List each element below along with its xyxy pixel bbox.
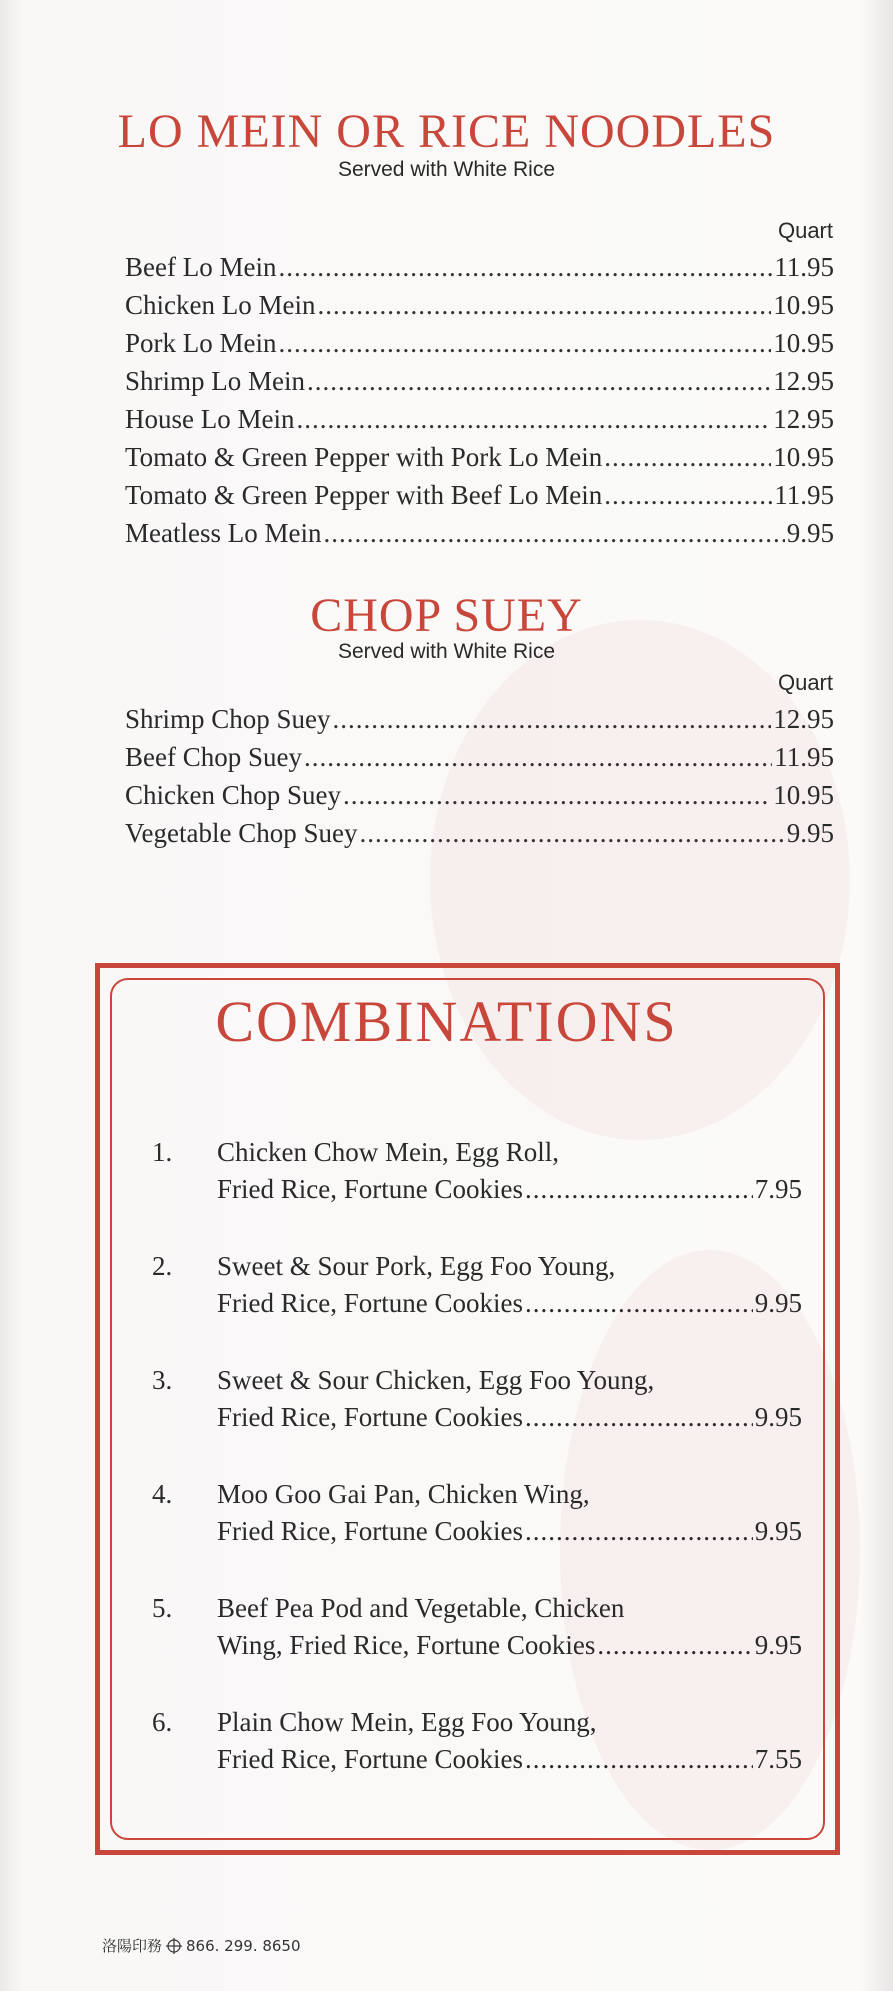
menu-item-price: 11.95 (774, 480, 834, 510)
combination-line-1: Chicken Chow Mein, Egg Roll, (217, 1137, 559, 1167)
combination-price: 9.95 (754, 1402, 802, 1432)
combination-number: 1. (152, 1137, 173, 1167)
menu-item-name: Meatless Lo Mein (125, 518, 322, 548)
leader-dots (343, 780, 771, 811)
menu-item-name: Chicken Chop Suey (125, 780, 341, 810)
combination-line-2-row (217, 1627, 802, 1664)
menu-item-name: Beef Chop Suey (125, 742, 302, 772)
combination-line-2: Fried Rice, Fortune Cookies (217, 1402, 523, 1432)
menu-item (125, 290, 834, 326)
menu-item-name: Vegetable Chop Suey (125, 818, 358, 848)
combination-line-1: Beef Pea Pod and Vegetable, Chicken (217, 1593, 625, 1623)
combination-price: 7.55 (754, 1744, 802, 1774)
menu-item-price: 11.95 (774, 252, 834, 282)
combination-line-1: Sweet & Sour Chicken, Egg Foo Young, (217, 1365, 655, 1395)
lo-mein-title: LO MEIN OR RICE NOODLES (117, 105, 776, 158)
chop-suey-title: CHOP SUEY (310, 589, 583, 642)
menu-item (125, 818, 834, 854)
menu-item-name: Chicken Lo Mein (125, 290, 316, 320)
combination-line-1: Sweet & Sour Pork, Egg Foo Young, (217, 1251, 616, 1281)
menu-item-price: 10.95 (773, 328, 834, 358)
leader-dots (525, 1399, 753, 1436)
combination-price: 9.95 (754, 1630, 802, 1660)
menu-item-price: 12.95 (773, 404, 834, 434)
menu-item-name: Pork Lo Mein (125, 328, 277, 358)
combinations-title: COMBINATIONS (215, 989, 678, 1054)
lo-mein-size-header: Quart (777, 218, 833, 243)
menu-item-price: 9.95 (786, 818, 834, 848)
combination-line-1: Plain Chow Mein, Egg Foo Young, (217, 1707, 597, 1737)
leader-dots (359, 818, 784, 849)
combination-line-2: Fried Rice, Fortune Cookies (217, 1174, 523, 1204)
combination-line-2-row (217, 1171, 802, 1208)
menu-item-name: Tomato & Green Pepper with Pork Lo Mein (125, 442, 603, 472)
menu-item-name: Beef Lo Mein (125, 252, 277, 282)
chop-suey-size-header: Quart (777, 670, 833, 695)
combination-price: 7.95 (754, 1174, 802, 1204)
combination-number: 3. (152, 1365, 173, 1395)
combination-line-2-row (217, 1741, 802, 1778)
combination-line-2-row (217, 1513, 802, 1550)
leader-dots (525, 1741, 753, 1778)
leader-dots (525, 1513, 753, 1550)
combination-line-2: Wing, Fried Rice, Fortune Cookies (217, 1630, 596, 1660)
leader-dots (278, 252, 772, 283)
leader-dots (604, 442, 771, 473)
leader-dots (333, 704, 772, 735)
leader-dots (317, 290, 771, 321)
combination-line-2: Fried Rice, Fortune Cookies (217, 1744, 523, 1774)
leader-dots (597, 1627, 752, 1664)
menu-item-price: 9.95 (786, 518, 834, 548)
menu-item (125, 704, 834, 740)
menu-item (125, 252, 834, 288)
menu-item (125, 442, 834, 478)
chop-suey-subtitle: Served with White Rice (337, 640, 556, 663)
menu-item-name: Shrimp Chop Suey (125, 704, 331, 734)
menu-item-price: 10.95 (773, 442, 834, 472)
combination-price: 9.95 (754, 1288, 802, 1318)
leader-dots (307, 366, 771, 397)
combination-number: 4. (152, 1479, 173, 1509)
combination-number: 2. (152, 1251, 173, 1281)
menu-item (125, 328, 834, 364)
menu-item (125, 404, 834, 440)
printer-phone: 866. 299. 8650 (186, 1936, 301, 1955)
menu-item (125, 518, 834, 554)
lo-mein-subtitle: Served with White Rice (337, 158, 556, 181)
combination-line-1: Moo Goo Gai Pan, Chicken Wing, (217, 1479, 590, 1509)
menu-item-price: 10.95 (773, 290, 834, 320)
leader-dots (296, 404, 771, 435)
combination-price: 9.95 (754, 1516, 802, 1546)
combination-number: 5. (152, 1593, 173, 1623)
menu-item-name: Tomato & Green Pepper with Beef Lo Mein (125, 480, 603, 510)
leader-dots (604, 480, 772, 511)
menu-item (125, 780, 834, 816)
menu-item-name: Shrimp Lo Mein (125, 366, 305, 396)
leader-dots (525, 1285, 753, 1322)
combination-line-2: Fried Rice, Fortune Cookies (217, 1516, 523, 1546)
crosshair-icon (166, 1938, 182, 1954)
menu-item-price: 10.95 (773, 780, 834, 810)
combination-line-2: Fried Rice, Fortune Cookies (217, 1288, 523, 1318)
combination-number: 6. (152, 1707, 173, 1737)
menu-item-price: 12.95 (773, 366, 834, 396)
leader-dots (525, 1171, 753, 1208)
combination-line-2-row (217, 1399, 802, 1436)
menu-item (125, 480, 834, 516)
menu-item (125, 366, 834, 402)
menu-item-price: 12.95 (773, 704, 834, 734)
leader-dots (279, 328, 772, 359)
printer-credit (102, 1935, 301, 1956)
combination-line-2-row (217, 1285, 802, 1322)
menu-item (125, 742, 834, 778)
leader-dots (323, 518, 784, 549)
menu-item-name: House Lo Mein (125, 404, 295, 434)
leader-dots (304, 742, 772, 773)
printer-name: 洛陽印務 (102, 1937, 163, 1955)
menu-item-price: 11.95 (774, 742, 834, 772)
